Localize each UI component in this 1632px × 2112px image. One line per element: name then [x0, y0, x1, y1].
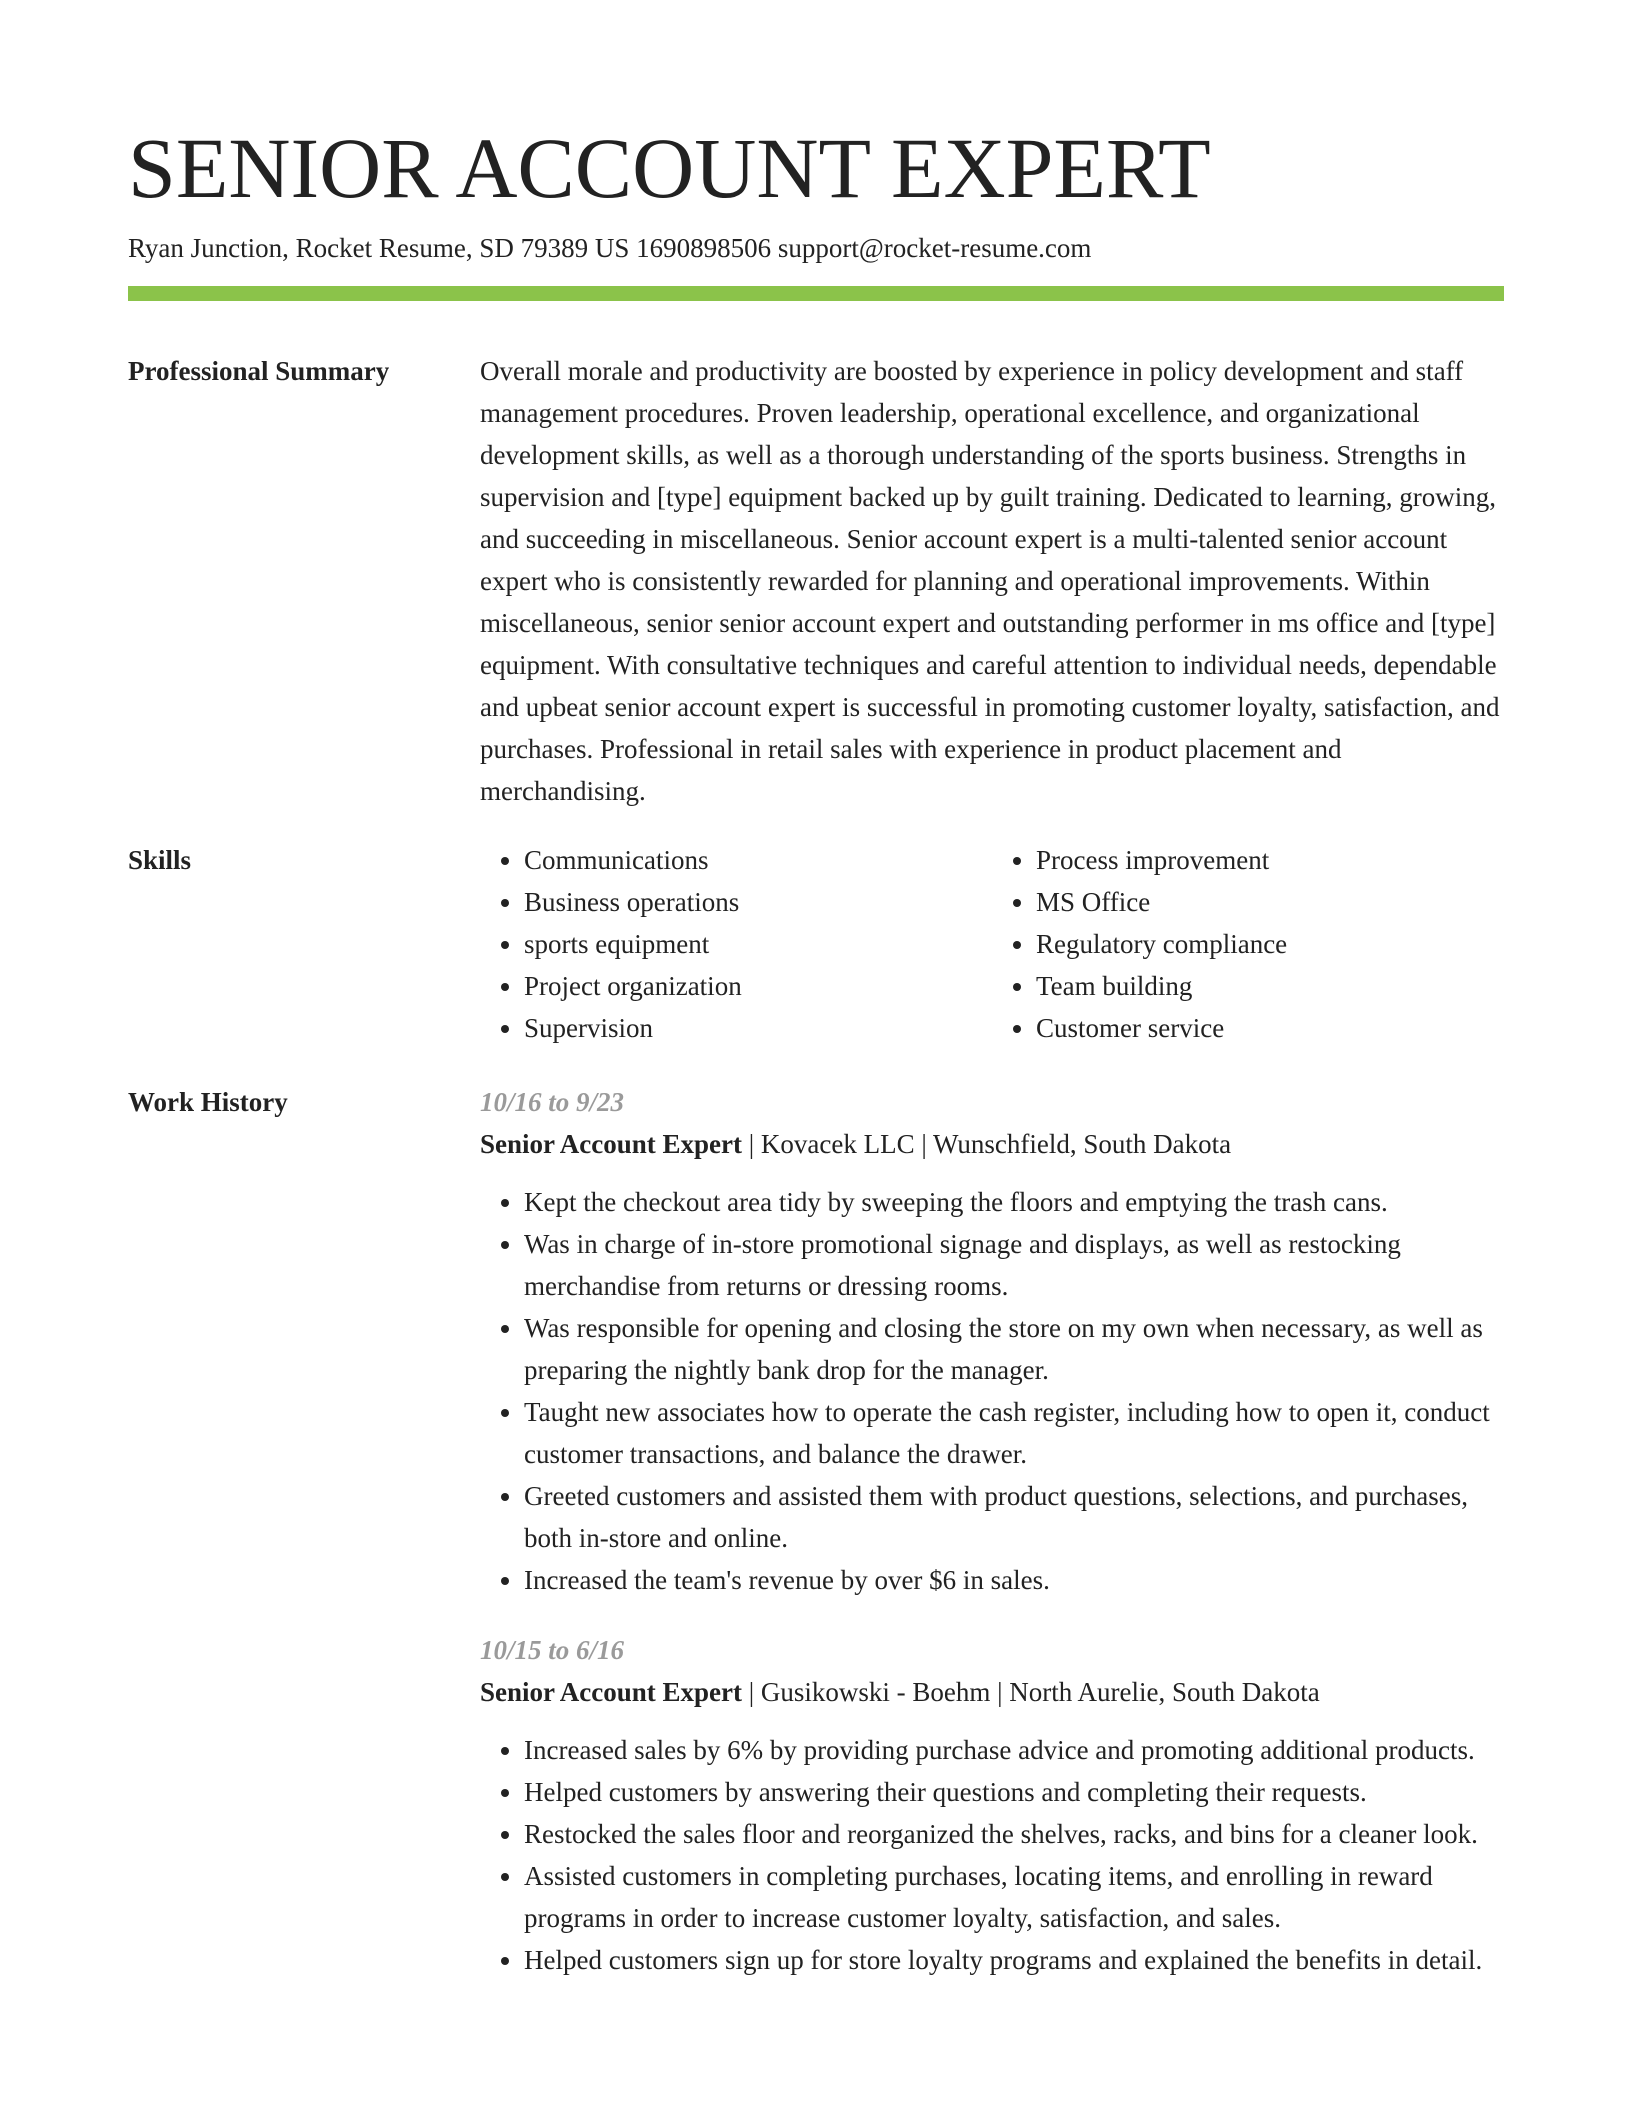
work-history-body [480, 1081, 1504, 2009]
skill-item: • sports equipment [524, 923, 992, 965]
skill-item: • Customer service [1036, 1007, 1504, 1049]
work-history-title: Work History [128, 1087, 288, 1117]
skill-item: • Business operations [524, 881, 992, 923]
job-bullet: • Assisted customers in completing purchases, locating items, and enrolling in reward programs in order to increase customer loyalty, satisfaction, and sales. [524, 1855, 1504, 1939]
job-bullet: • Was in charge of in-store promotional signage and displays, as well as restocking merchandise from returns or dressing rooms. [524, 1223, 1504, 1307]
job-details: | Gusikowski - Boehm | North Aurelie, South Dakota [742, 1677, 1320, 1707]
job-bullet: • Greeted customers and assisted them with product questions, selections, and purchases, both in-store and online. [524, 1475, 1504, 1559]
skill-item: • Team building [1036, 965, 1504, 1007]
job-dates: 10/16 to 9/23 [480, 1087, 625, 1117]
skill-item: • Process improvement [1036, 839, 1504, 881]
job-title: Senior Account Expert [480, 1677, 742, 1707]
job-entry [480, 1081, 1504, 1601]
summary-body [480, 350, 1504, 812]
job-bullets [480, 1729, 1504, 1981]
skills-list-right [992, 839, 1504, 1049]
skills-list-left [480, 839, 992, 1049]
job-title: Senior Account Expert [480, 1129, 742, 1159]
job-heading [480, 1123, 1504, 1165]
job-entry [480, 1629, 1504, 1981]
job-heading [480, 1671, 1504, 1713]
job-bullet: • Increased sales by 6% by providing purchase advice and promoting additional products. [524, 1729, 1504, 1771]
resume-name: SENIOR ACCOUNT EXPERT [128, 120, 1211, 216]
skill-item: • Supervision [524, 1007, 992, 1049]
skill-item: • Communications [524, 839, 992, 881]
job-bullet: • Helped customers sign up for store loyalty programs and explained the benefits in detail. [524, 1939, 1504, 1981]
job-details: | Kovacek LLC | Wunschfield, South Dakota [742, 1129, 1232, 1159]
job-bullet: • Was responsible for opening and closing the store on my own when necessary, as well as preparing the nightly bank drop for the manager. [524, 1307, 1504, 1391]
contact-line: Ryan Junction, Rocket Resume, SD 79389 US 1690898506 support@rocket-resume.com [128, 233, 1092, 263]
header-divider [128, 286, 1504, 301]
job-bullet: • Taught new associates how to operate the cash register, including how to open it, conduct customer transactions, and balance the drawer. [524, 1391, 1504, 1475]
skill-item: • Project organization [524, 965, 992, 1007]
summary-text: Overall morale and productivity are boosted by experience in policy development and staff management procedures. Proven leadership, operational excellence, and organizational development skills, as well as a thorough understanding of the sports business. Strengths in supervision and [type] equipment backed up by guilt training. Dedicated to learning, growing, and succeeding in miscellaneous. Senior account expert is a multi-talented senior account expert who is consistently rewarded for planning and operational improvements. Within miscellaneous, senior senior account expert and outstanding performer in ms office and [type] equipment. With consultative techniques and careful attention to individual needs, dependable and upbeat senior account expert is successful in promoting customer loyalty, satisfaction, and purchases. Professional in retail sales with experience in product placement and merchandising. [480, 356, 1500, 806]
job-bullet: • Kept the checkout area tidy by sweeping the floors and emptying the trash cans. [524, 1181, 1504, 1223]
skills-title: Skills [128, 845, 192, 875]
job-bullets [480, 1181, 1504, 1601]
summary-title: Professional Summary [128, 356, 390, 386]
job-dates: 10/15 to 6/16 [480, 1635, 625, 1665]
job-bullet: • Helped customers by answering their questions and completing their requests. [524, 1771, 1504, 1813]
skill-item: • Regulatory compliance [1036, 923, 1504, 965]
skills-body [480, 839, 1504, 1049]
job-bullet: • Restocked the sales floor and reorganized the shelves, racks, and bins for a cleaner look. [524, 1813, 1504, 1855]
job-bullet: • Increased the team's revenue by over $6 in sales. [524, 1559, 1504, 1601]
skill-item: • MS Office [1036, 881, 1504, 923]
